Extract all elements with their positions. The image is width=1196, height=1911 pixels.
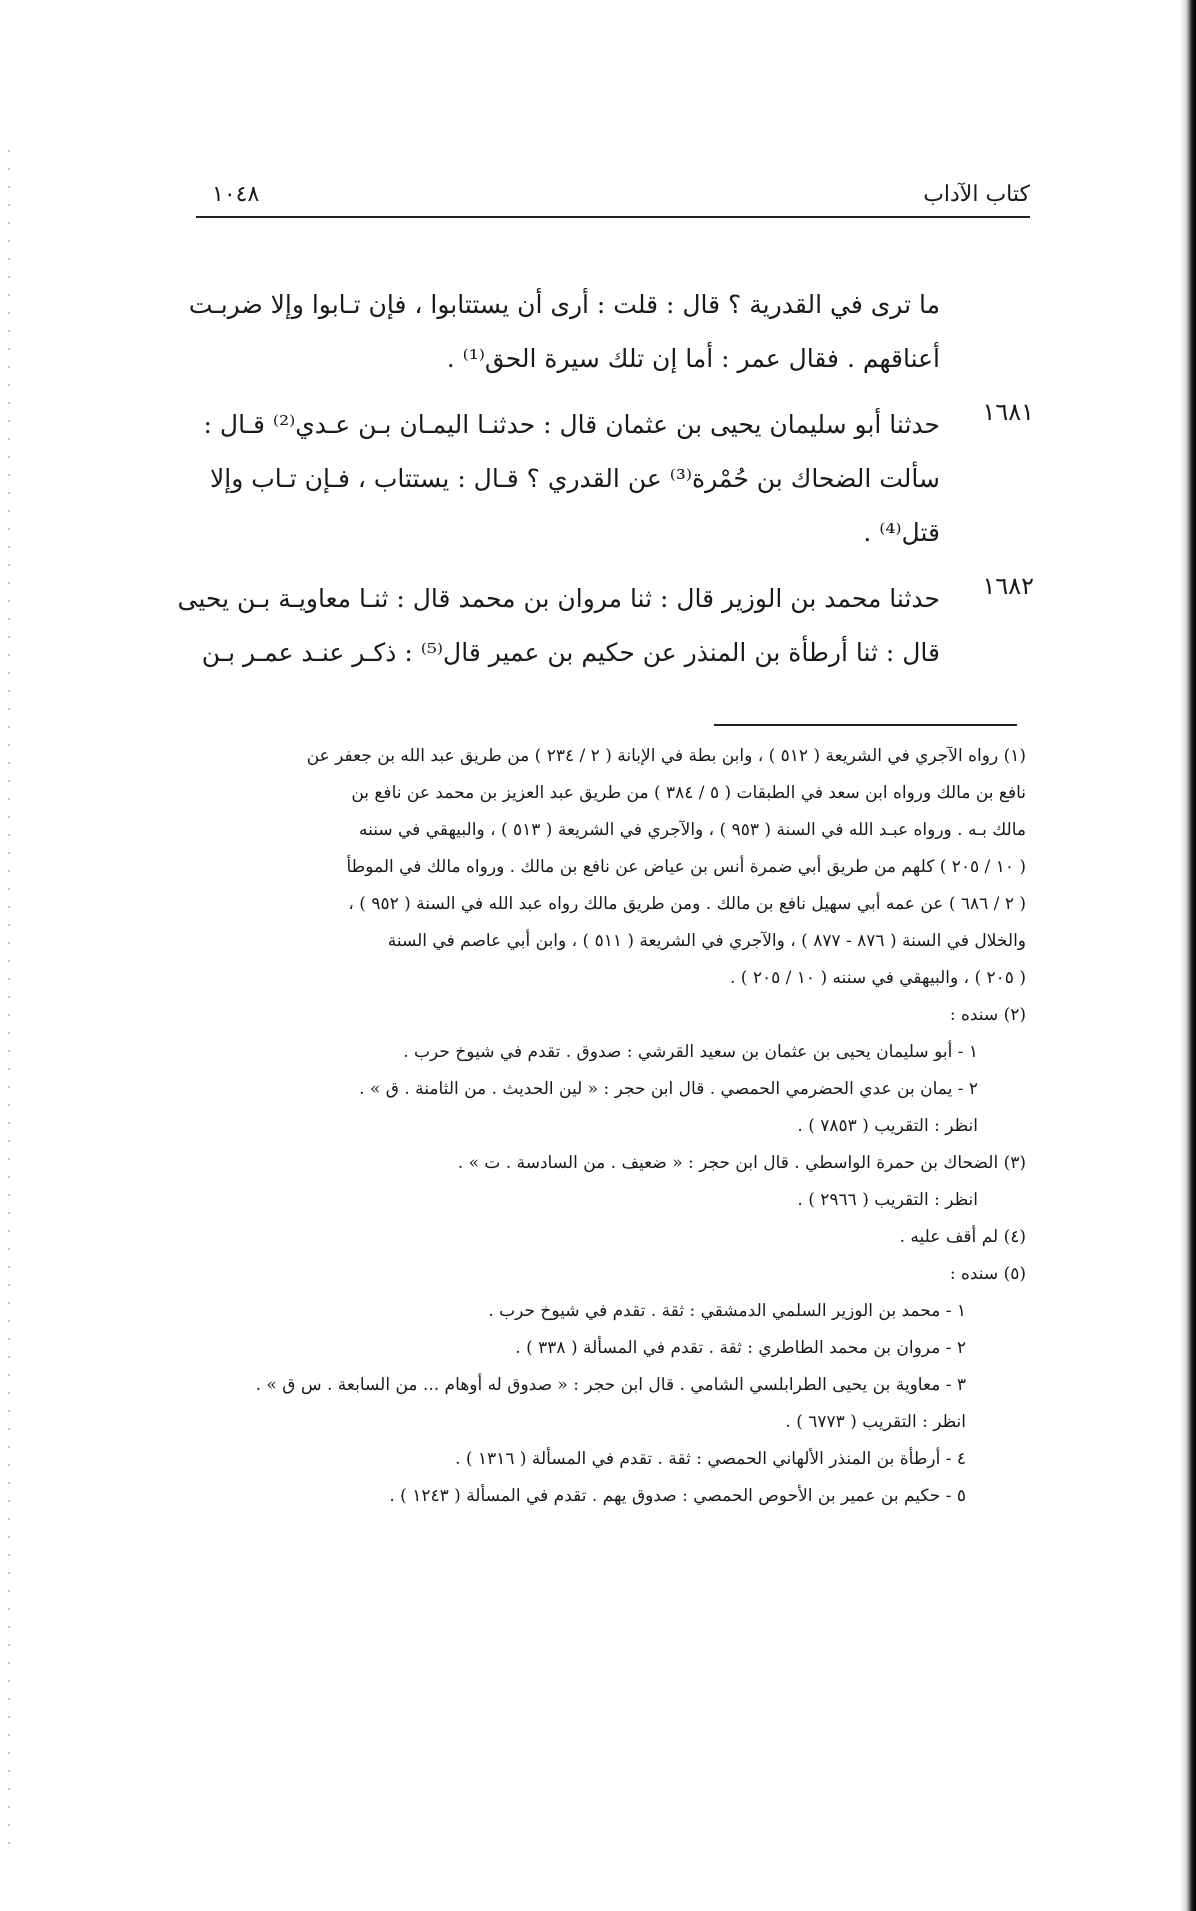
text-line: سألت الضحاك بن حُمْرة⁽³⁾ عن القدري ؟ قـال : يستتاب ، فـإن تـاب وإلا bbox=[210, 464, 940, 493]
hadith-number: ١٦٨٢ bbox=[982, 572, 1034, 600]
footnote-line: مالك بـه . ورواه عبـد الله في السنة ( ٩٥٣ ) ، والآجري في الشريعة ( ٥١٣ ) ، والبيهقي في سننه bbox=[358, 820, 1026, 840]
footnote-4 bbox=[190, 1219, 1026, 1256]
book-section-title: كتاب الآداب bbox=[923, 182, 1030, 207]
text-line: ما ترى في القدرية ؟ قال : قلت : أرى أن يستتابوا ، فإن تـابوا وإلا ضربـت bbox=[188, 290, 940, 319]
footnote-3 bbox=[190, 1145, 1026, 1219]
text-line: أعناقهم . فقال عمر : أما إن تلك سيرة الحق⁽¹⁾ . bbox=[446, 344, 940, 373]
footnote-heading: (٥) سنده : bbox=[949, 1264, 1026, 1284]
hadith-1682 bbox=[177, 572, 1034, 680]
text-line: قال : ثنا أرطأة بن المنذر عن حكيم بن عمير قال⁽⁵⁾ : ذكـر عنـد عمـر بـن bbox=[201, 638, 940, 667]
footnote-item: ٢ - يمان بن عدي الحضرمي الحمصي . قال ابن حجر : « لين الحديث . من الثامنة . ق » . bbox=[359, 1079, 978, 1099]
footnote-reference: انظر : التقريب ( ٢٩٦٦ ) . bbox=[797, 1190, 978, 1210]
continued-paragraph bbox=[188, 278, 1030, 386]
footnote-1 bbox=[190, 738, 1026, 997]
text-line: حدثنا محمد بن الوزير قال : ثنا مروان بن محمد قال : ثنـا معاويـة بـن يحيى bbox=[177, 584, 940, 613]
footnote-line: والخلال في السنة ( ٨٧٦ - ٨٧٧ ) ، والآجري في الشريعة ( ٥١١ ) ، وابن أبي عاصم في السنة bbox=[387, 931, 1026, 951]
footnote-heading: (٤) لم أقف عليه . bbox=[899, 1227, 1026, 1247]
hadith-1681 bbox=[196, 398, 1034, 560]
footnote-item: ١ - محمد بن الوزير السلمي الدمشقي : ثقة . تقدم في شيوخ حرب . bbox=[488, 1301, 966, 1321]
footnote-line: نافع بن مالك ورواه ابن سعد في الطبقات ( ٥ / ٣٨٤ ) من طريق عبد العزيز بن محمد عن نافع بن bbox=[351, 783, 1026, 803]
footnote-item: ١ - أبو سليمان يحيى بن عثمان بن سعيد القرشي : صدوق . تقدم في شيوخ حرب . bbox=[403, 1042, 978, 1062]
text-line: قتل⁽⁴⁾ . bbox=[863, 518, 940, 547]
page-number: ١٠٤٨ bbox=[212, 182, 260, 207]
text-line: حدثنا أبو سليمان يحيى بن عثمان قال : حدثنـا اليمـان بـن عـدي⁽²⁾ قـال : bbox=[203, 410, 940, 439]
footnotes bbox=[190, 738, 1026, 1515]
footnote-heading: (٣) الضحاك بن حمرة الواسطي . قال ابن حجر : « ضعيف . من السادسة . ت » . bbox=[457, 1153, 1026, 1173]
footnote-line: ( ٢٠٥ ) ، والبيهقي في سننه ( ١٠ / ٢٠٥ ) . bbox=[730, 968, 1026, 988]
running-header bbox=[196, 182, 1030, 218]
footnote-item: ٥ - حكيم بن عمير بن الأحوص الحمصي : صدوق يهم . تقدم في المسألة ( ١٢٤٣ ) . bbox=[389, 1486, 966, 1506]
footnote-item: ٣ - معاوية بن يحيى الطرابلسي الشامي . قال ابن حجر : « صدوق له أوهام ... من السابعة . س ق » . bbox=[255, 1375, 966, 1395]
main-text bbox=[177, 278, 1034, 680]
footnote-separator bbox=[714, 724, 1017, 726]
footnote-reference: انظر : التقريب ( ٧٨٥٣ ) . bbox=[797, 1116, 978, 1136]
hadith-number: ١٦٨١ bbox=[982, 398, 1034, 426]
footnote-reference: انظر : التقريب ( ٦٧٧٣ ) . bbox=[785, 1412, 966, 1432]
footnote-line: (١) رواه الآجري في الشريعة ( ٥١٢ ) ، وابن بطة في الإبانة ( ٢ / ٢٣٤ ) من طريق عبد الله بن جعفر عن bbox=[306, 746, 1026, 766]
footnote-heading: (٢) سنده : bbox=[949, 1005, 1026, 1025]
footnote-2 bbox=[190, 997, 1026, 1145]
footnote-item: ٢ - مروان بن محمد الطاطري : ثقة . تقدم في المسألة ( ٣٣٨ ) . bbox=[515, 1338, 966, 1358]
footnote-line: ( ١٠ / ٢٠٥ ) كلهم من طريق أبي ضمرة أنس بن عياض عن نافع بن مالك . ورواه مالك في الموطأ bbox=[346, 857, 1026, 877]
footnote-line: ( ٢ / ٦٨٦ ) عن عمه أبي سهيل نافع بن مالك . ومن طريق مالك رواه عبد الله في السنة ( ٩٥٢ ) ، bbox=[348, 894, 1026, 914]
footnote-item: ٤ - أرطأة بن المنذر الألهاني الحمصي : ثقة . تقدم في المسألة ( ١٣١٦ ) . bbox=[455, 1449, 966, 1469]
footnote-5 bbox=[190, 1256, 1026, 1515]
